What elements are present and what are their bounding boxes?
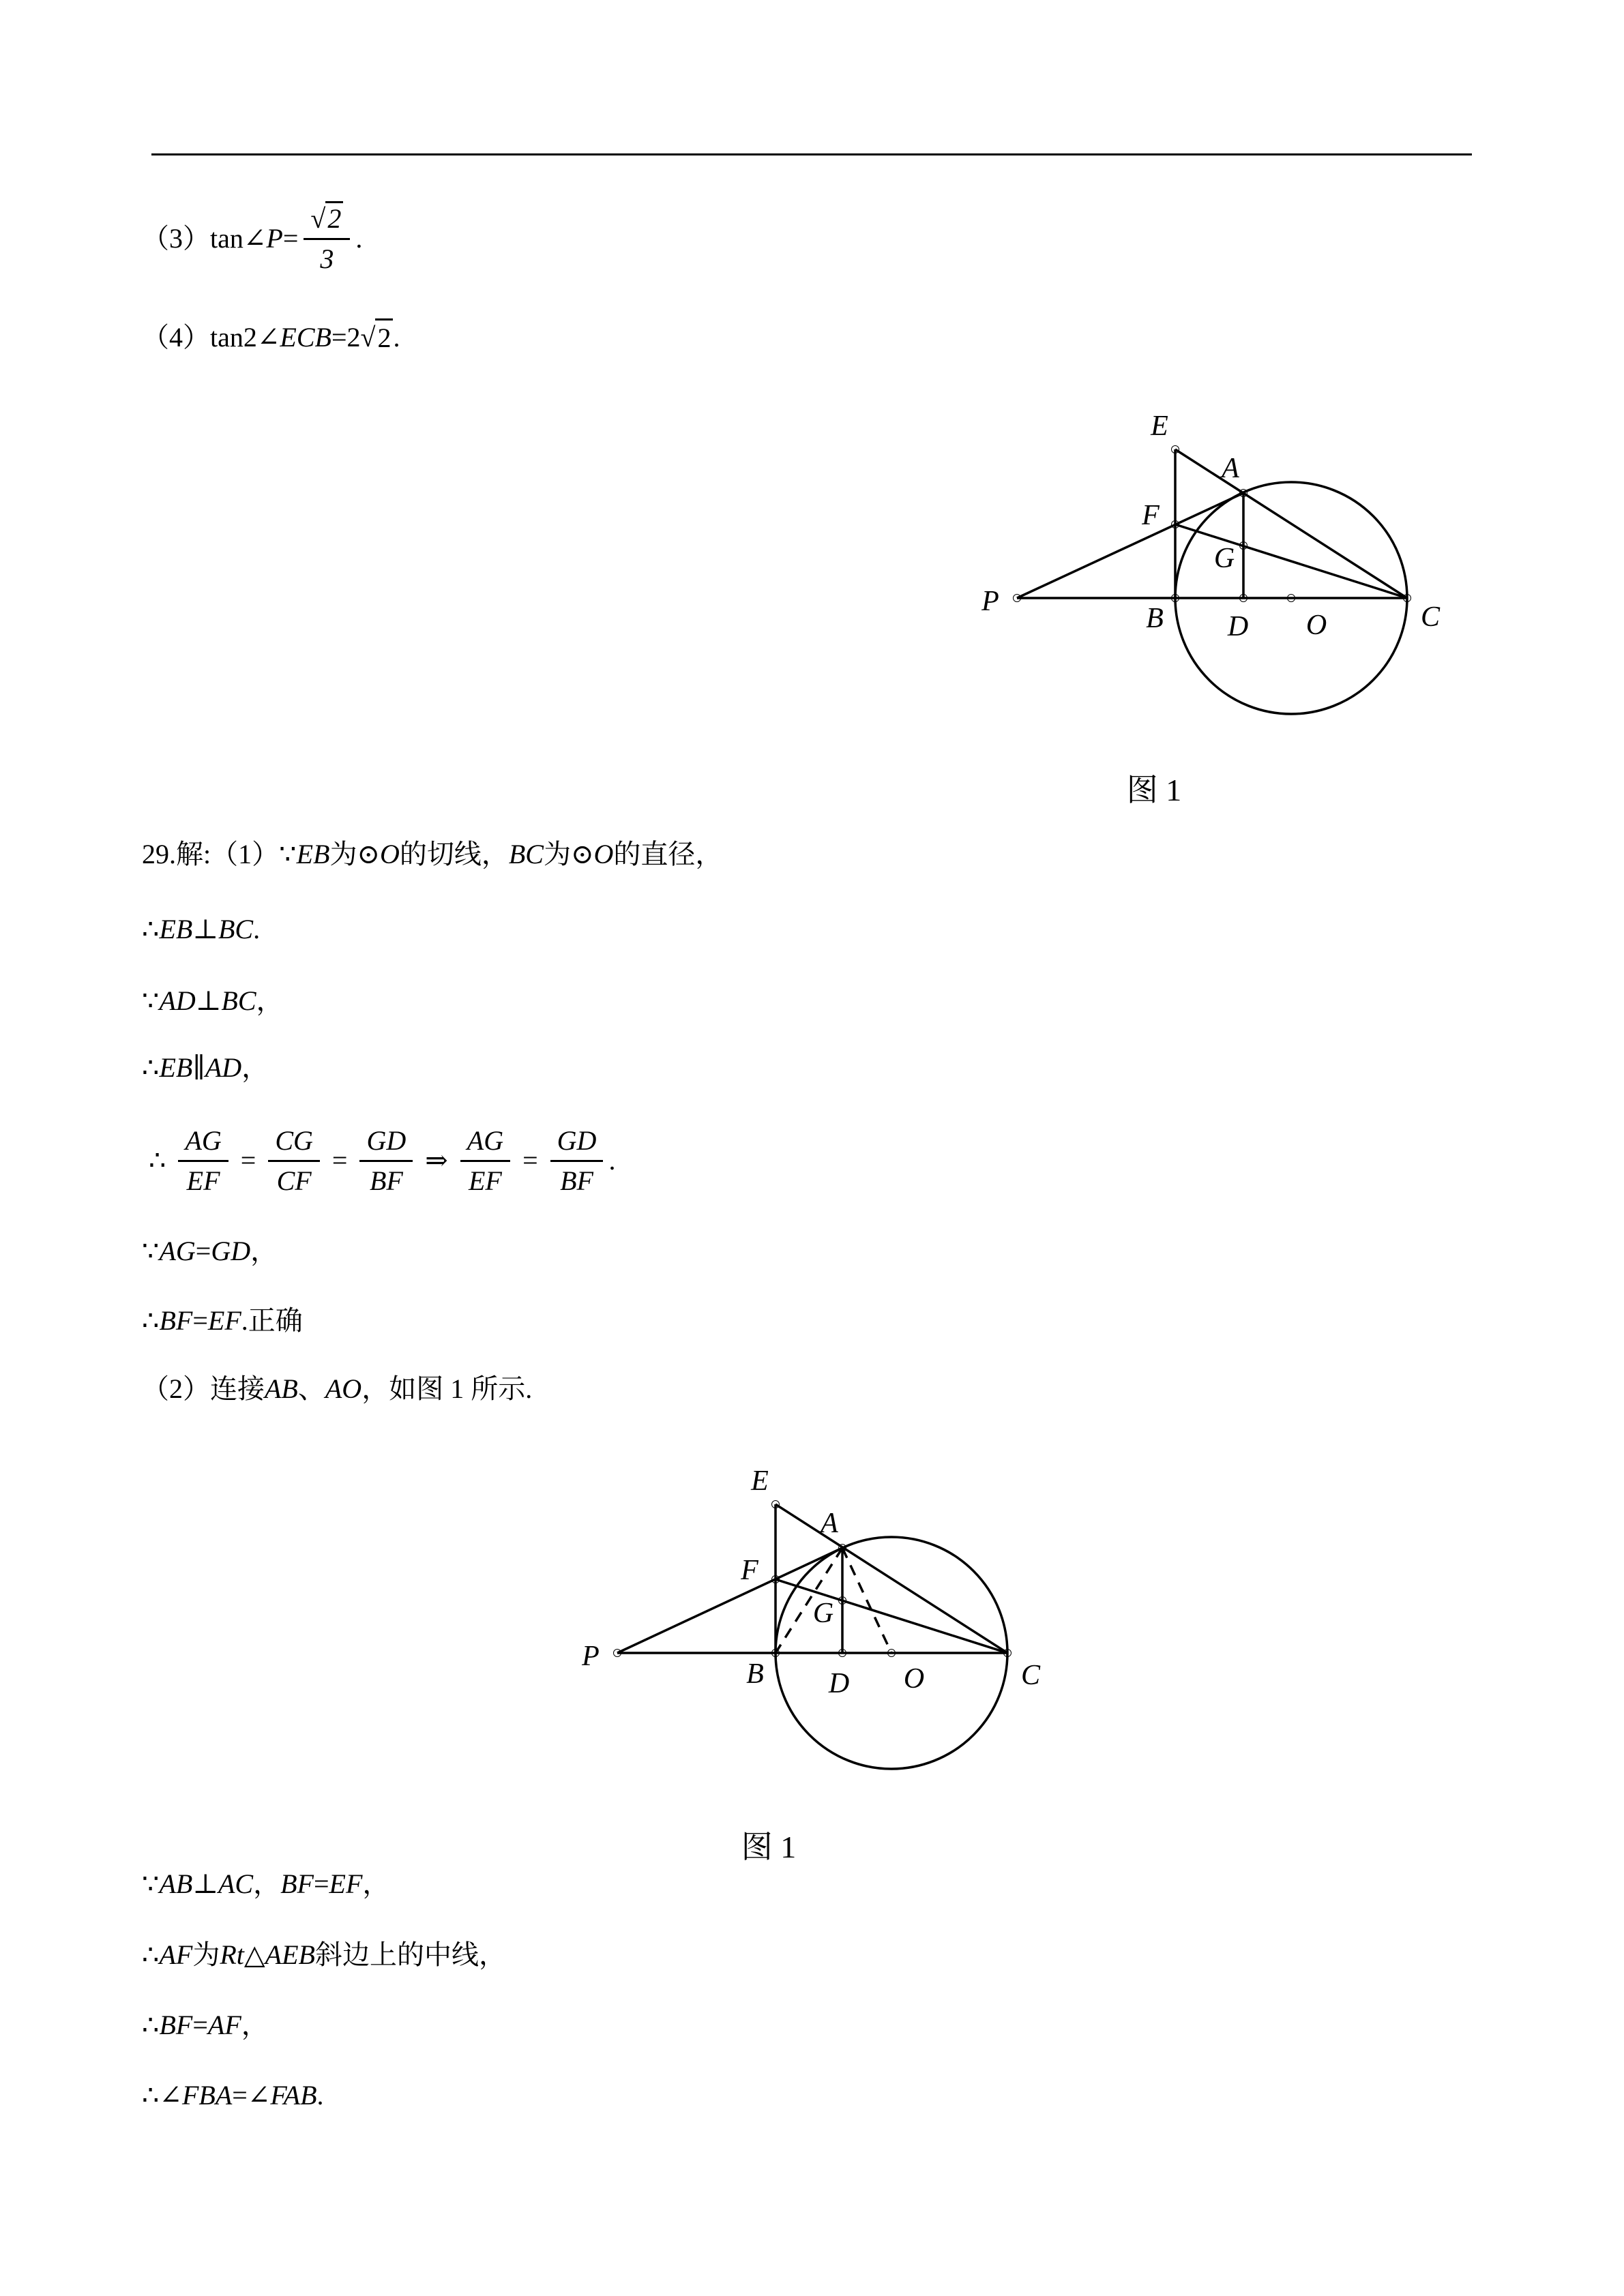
label-F: F — [741, 1555, 758, 1586]
implies-arrow-icon: ⇒ — [425, 1145, 448, 1176]
formula-3-denominator: 3 — [320, 243, 334, 274]
label-F: F — [1142, 500, 1160, 531]
label-O: O — [1305, 610, 1327, 641]
equals-sign: = — [331, 1145, 348, 1176]
fraction-AG-EF: $\frac{AG}{EF}$ — [178, 1123, 228, 1199]
label-G: G — [812, 1598, 834, 1629]
label-A: A — [1222, 453, 1239, 484]
solution-line-ag-eq-gd: ∵ AG = GD ， — [142, 1236, 278, 1266]
solution-line-eb-par-ad: ∴ EB ∥ AD ， — [142, 1052, 269, 1083]
label-C: C — [1020, 1660, 1041, 1691]
radical-icon: √ — [310, 203, 326, 234]
formula-4-coeff: 2 — [346, 321, 361, 353]
solution-line-fba-eq-fab: ∴∠ FBA =∠ FAB . — [142, 2080, 324, 2111]
formula-4 — [142, 318, 400, 356]
label-A: A — [821, 1508, 838, 1539]
solution-line-part2: （2）连接 AB 、 AO ，如图 1 所示. — [142, 1373, 533, 1404]
formula-4-period: . — [393, 321, 400, 353]
header-rule — [151, 153, 1472, 155]
line-EC — [1175, 449, 1407, 598]
solution-line-bf-eq-ef: ∴ BF = EF .正确 — [142, 1305, 303, 1336]
label-C: C — [1420, 601, 1441, 633]
label-B: B — [746, 1658, 764, 1690]
label-G: G — [1213, 543, 1235, 574]
label-O: O — [903, 1663, 925, 1695]
formula-3 — [142, 191, 362, 286]
figure-1-caption: 图 1 — [1126, 773, 1182, 807]
fraction-AG-EF-2: $\frac{AG}{EF}$ — [460, 1123, 510, 1199]
figure-2-caption: 图 1 — [741, 1830, 797, 1864]
label-P: P — [981, 586, 999, 617]
solution-line-bf-eq-af: ∴ BF = AF ， — [142, 2010, 269, 2040]
label-E: E — [1151, 411, 1168, 442]
therefore-symbol: ∴ — [149, 1145, 166, 1176]
line-PA — [1017, 493, 1243, 598]
equals-sign: = — [240, 1145, 256, 1176]
solution-line-start: 29.解:（1）∵ EB 为⊙ O 的切线， BC 为⊙ O 的直径， — [142, 839, 723, 869]
figure-1-diagram — [975, 409, 1466, 730]
line-FC — [1175, 524, 1407, 598]
solution-line-ab-perp-ac: ∵ AB ⊥ AC ， BF = EF ， — [142, 1868, 390, 1899]
line-EC — [776, 1504, 1007, 1653]
solution-line-eb-perp-bc: ∴ EB ⊥ BC . — [142, 914, 261, 944]
formula-3-lhs: （3）tan∠P= — [142, 223, 299, 254]
solution-line-af-median: ∴ AF 为 Rt △ AEB 斜边上的中线， — [142, 1939, 506, 1970]
radical-icon: √ — [360, 321, 376, 353]
equals-sign: = — [522, 1145, 538, 1176]
equation-chain — [142, 1113, 615, 1208]
label-P: P — [582, 1641, 600, 1672]
label-B: B — [1146, 603, 1164, 634]
fraction-GD-BF-2: $\frac{GD}{BF}$ — [550, 1123, 604, 1199]
formula-4-lhs: （4）tan2∠ECB= — [142, 321, 347, 353]
formula-3-period: . — [355, 223, 363, 254]
label-D: D — [828, 1668, 850, 1699]
solution-line-ad-perp-bc: ∵ AD ⊥ BC ， — [142, 985, 284, 1016]
line-FC — [776, 1579, 1007, 1653]
fraction-CG-CF: $\frac{CG}{CF}$ — [268, 1123, 320, 1199]
formula-3-fraction — [304, 201, 350, 277]
label-D: D — [1227, 611, 1249, 642]
figure-2-diagram — [580, 1459, 1071, 1787]
formula-4-sqrt-arg: 2 — [375, 318, 393, 356]
fraction-GD-BF: $\frac{GD}{BF}$ — [359, 1123, 413, 1199]
formula-3-numerator: √2 — [304, 201, 350, 240]
chain-period: . — [608, 1145, 616, 1176]
label-E: E — [751, 1465, 769, 1497]
